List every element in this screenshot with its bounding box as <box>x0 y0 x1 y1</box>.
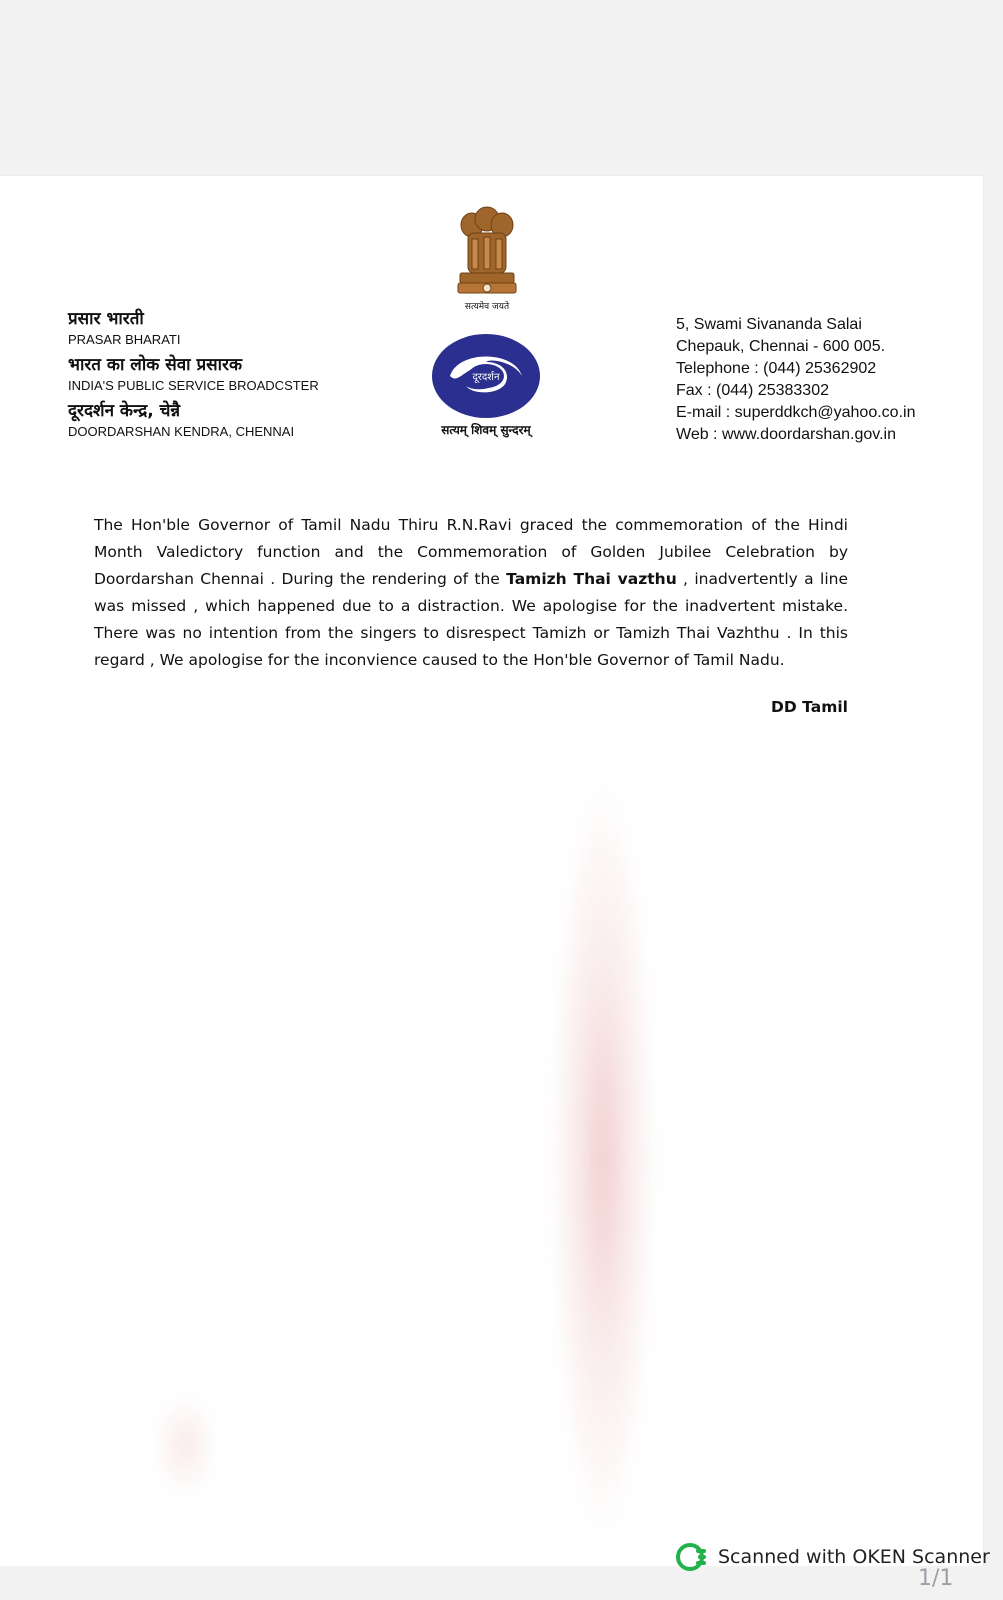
letterhead-left <box>68 308 319 446</box>
body-part-1: The Hon'ble Governor of Tamil Nadu Thiru R.N.Ravi graced the commemoration of the Hindi Month Valedictory function and the Commemoration of Golden Jubilee Celebration by Doordarshan Chennai . During the rendering of the <box>94 516 848 588</box>
email: E-mail : superddkch@yahoo.co.in <box>676 404 916 421</box>
page-number: 1/1 <box>918 1566 954 1591</box>
telephone: Telephone : (044) 25362902 <box>676 360 877 377</box>
doordarshan-logo-icon <box>430 332 542 442</box>
top-margin <box>0 0 1003 176</box>
national-emblem-icon <box>450 205 524 317</box>
tagline-english: INDIA'S PUBLIC SERVICE BROADCSTER <box>68 378 319 393</box>
org-name-hindi: प्रसार भारती <box>68 309 144 329</box>
address-line-1: 5, Swami Sivananda Salai <box>676 316 862 333</box>
kendra-hindi: दूरदर्शन केन्द्र, चेन्नै <box>68 401 181 421</box>
org-name-english: PRASAR BHARATI <box>68 332 181 347</box>
body-part-2: , inadvertently a line was missed , which happened due to a distraction. We apologise for the inadvertent mistake. There was no intention from the singers to disrespect Tamizh or Tamizh Thai Vazhthu . In this regard , We apologise for the inconvience caused to the Hon'ble Governor of Tamil Nadu. <box>94 570 848 669</box>
tagline-hindi: भारत का लोक सेवा प्रसारक <box>68 355 243 375</box>
scanner-text: Scanned with OKEN Scanner <box>718 1546 990 1568</box>
body-bold-term: Tamizh Thai vazthu <box>506 570 677 588</box>
oken-scanner-logo-icon <box>676 1541 708 1573</box>
signature: DD Tamil <box>771 698 848 716</box>
address-line-2: Chepauk, Chennai - 600 005. <box>676 338 886 355</box>
dd-motto: सत्यम् शिवम् सुन्दरम् <box>441 423 531 437</box>
dd-logo-text: दूरदर्शन <box>472 372 500 383</box>
fax: Fax : (044) 25383302 <box>676 382 829 399</box>
emblem-motto: सत्यमेव जयते <box>464 302 510 312</box>
website: Web : www.doordarshan.gov.in <box>676 426 896 443</box>
kendra-english: DOORDARSHAN KENDRA, CHENNAI <box>68 424 295 439</box>
letter-body <box>94 512 848 674</box>
address-block <box>676 314 915 446</box>
